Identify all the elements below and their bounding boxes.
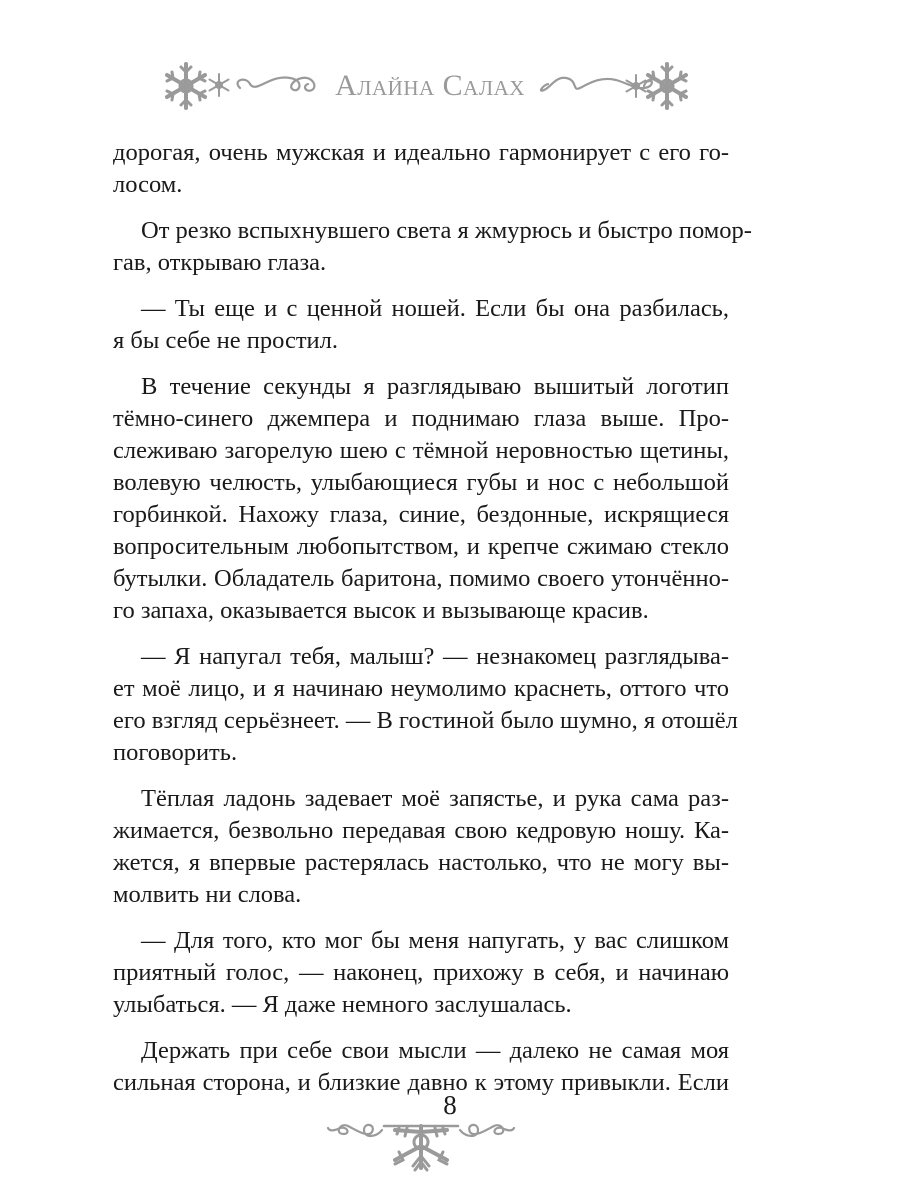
snowflake-icon xyxy=(167,64,205,108)
page-number: 8 xyxy=(443,1090,457,1120)
text-line: От резко вспыхнувшего света я жмурюсь и быстро помор- xyxy=(141,217,752,244)
flourish-left xyxy=(238,77,315,90)
text-line: улыбаться. — Я даже немного заслушалась. xyxy=(113,991,572,1018)
paragraph xyxy=(113,215,752,279)
text-line: гав, открываю глаза. xyxy=(113,249,327,276)
text-line: жимается, безвольно передавая свою кедровую ношу. Ка- xyxy=(113,817,729,844)
text-line: Держать при себе свои мысли — далеко не самая моя xyxy=(141,1037,729,1064)
text-line: В течение секунды я разглядываю вышитый логотип xyxy=(141,373,729,400)
text-line: жется, я впервые растерялась настолько, что не могу вы- xyxy=(113,849,729,876)
snowflake-flourish-icon xyxy=(0,1118,900,1178)
text-line: — Ты еще и с ценной ношей. Если бы она разбилась, xyxy=(141,295,729,322)
text-line: го запаха, оказывается высок и вызывающе красив. xyxy=(113,597,649,624)
text-line: поговорить. xyxy=(113,739,238,766)
running-head xyxy=(0,58,900,114)
paragraph xyxy=(113,371,729,627)
author-name: Алайна Салах xyxy=(335,69,525,102)
text-line: сильная сторона, и близкие давно к этому привыкли. Если xyxy=(113,1069,729,1096)
text-line: горбинкой. Нахожу глаза, синие, бездонные, искрящиеся xyxy=(113,501,729,528)
text-line: молвить ни слова. xyxy=(113,881,302,908)
text-line: бутылки. Обладатель баритона, помимо своего утончённо- xyxy=(113,565,729,592)
snowflake-small-icon xyxy=(210,74,229,96)
paragraph xyxy=(113,137,729,201)
paragraph xyxy=(113,783,729,911)
footer-ornament xyxy=(0,1118,900,1178)
text-line: Тёплая ладонь задевает моё запястье, и рука сама раз- xyxy=(141,785,729,812)
text-line: дорогая, очень мужская и идеально гармонирует с его го- xyxy=(113,139,729,166)
text-line: лосом. xyxy=(113,171,183,198)
flourish-right xyxy=(460,1125,514,1136)
paragraph xyxy=(113,925,729,1021)
body-text xyxy=(113,137,752,1113)
text-line: его взгляд серьёзнеет. — В гостиной было шумно, я отошёл xyxy=(113,707,738,734)
text-line: вопросительным любопытством, и крепче сжимаю стекло xyxy=(113,533,729,560)
text-line: волевую челюсть, улыбающиеся губы и нос с небольшой xyxy=(113,469,729,496)
snowflake-icon xyxy=(648,64,686,108)
text-line: — Я напугал тебя, малыш? — незнакомец разглядыва- xyxy=(141,643,729,670)
paragraph xyxy=(113,293,729,357)
snowflake-half-icon xyxy=(395,1126,447,1170)
text-line: слеживаю загорелую шею с тёмной неровностью щетины, xyxy=(113,437,729,464)
text-line: я бы себе не простил. xyxy=(113,327,339,354)
text-line: — Для того, кто мог бы меня напугать, у вас слишком xyxy=(141,927,729,954)
flourish-left xyxy=(328,1125,382,1136)
text-line: тёмно-синего джемпера и поднимаю глаза выше. Про- xyxy=(113,405,729,432)
text-line: ет моё лицо, и я начинаю неумолимо краснеть, оттого что xyxy=(113,675,729,702)
paragraph xyxy=(113,641,738,769)
text-line: приятный голос, — наконец, прихожу в себя, и начинаю xyxy=(113,959,729,986)
